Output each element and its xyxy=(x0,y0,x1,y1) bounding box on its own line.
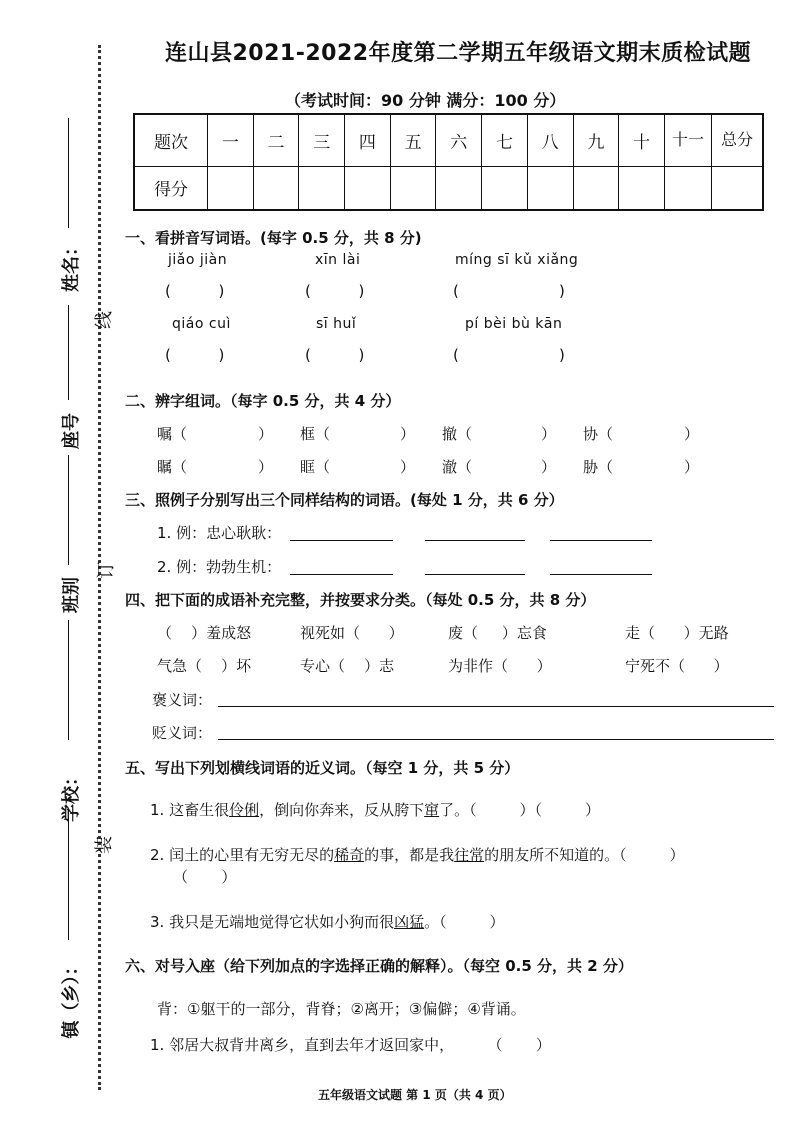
score-table xyxy=(133,113,764,211)
q6-definition: 背：①躯干的一部分，背脊；②离开；③偏僻；④背诵。 xyxy=(157,1000,526,1018)
page-footer: 五年级语文试题 第 1 页（共 4 页） xyxy=(318,1088,512,1102)
q2-close-paren: ） xyxy=(684,458,700,476)
score-header-cell: 题次 xyxy=(134,114,208,166)
name-write-line[interactable] xyxy=(68,118,69,228)
q5-s1-pre: 1. 这畜生很 xyxy=(150,801,230,819)
q2-close-paren: ） xyxy=(541,458,557,476)
q1-pinyin: jiǎo jiàn xyxy=(168,252,228,268)
q1-answer-blank[interactable]: ( ) xyxy=(453,346,565,364)
q4-positive-label: 褒义词： xyxy=(152,691,213,709)
q2-close-paren: ） xyxy=(400,425,416,443)
q6-sentence-1[interactable]: 1. 邻居大叔背井离乡，直到去年才返回家中， （ ） xyxy=(150,1036,551,1054)
q3-item-1: 1. 例：忠心耿耿： xyxy=(157,524,282,542)
score-header-row xyxy=(134,114,763,166)
q1-answer-blank[interactable]: ( ) xyxy=(305,346,365,364)
q1-pinyin: xīn lài xyxy=(315,252,361,268)
q5-s1-word2: 窜 xyxy=(424,801,440,819)
q3-answer-line[interactable] xyxy=(290,574,393,575)
name-label: 姓名： xyxy=(61,238,82,292)
binding-char-ding: 订 xyxy=(96,561,117,579)
q5-sentence-1 xyxy=(150,799,600,820)
score-header-cell: 二 xyxy=(253,114,299,166)
score-row-label: 得分 xyxy=(134,166,208,210)
score-cell[interactable] xyxy=(527,166,573,210)
q5-s3-post[interactable]: 。（ ） xyxy=(424,913,505,931)
q1-answer-blank[interactable]: ( ) xyxy=(305,282,365,300)
score-header-cell: 十一 xyxy=(665,114,712,166)
q3-answer-line[interactable] xyxy=(425,574,525,575)
binding-char-line: 线 xyxy=(94,311,115,329)
score-cell[interactable] xyxy=(482,166,528,210)
q2-item[interactable]: 胁（ xyxy=(583,458,614,476)
q5-s1-post[interactable]: 了。（ ）（ ） xyxy=(439,801,600,819)
score-header-cell: 十 xyxy=(619,114,665,166)
class-label: 班别 xyxy=(61,577,82,613)
score-cell[interactable] xyxy=(208,166,254,210)
seat-label: 座号 xyxy=(61,413,82,449)
score-header-cell: 七 xyxy=(482,114,528,166)
q5-s3-word1: 凶猛 xyxy=(394,913,425,931)
q3-answer-line[interactable] xyxy=(550,540,652,541)
score-cell[interactable] xyxy=(253,166,299,210)
q1-answer-blank[interactable]: ( ) xyxy=(165,282,225,300)
q4-idiom[interactable]: 专心（ ）志 xyxy=(300,657,395,675)
q1-pinyin: sī huǐ xyxy=(316,316,357,332)
q3-answer-line[interactable] xyxy=(290,540,393,541)
q2-item[interactable]: 撤（ xyxy=(442,425,473,443)
score-header-cell: 一 xyxy=(208,114,254,166)
q4-idiom[interactable]: 废（ ）忘食 xyxy=(448,624,547,642)
score-header-cell: 八 xyxy=(527,114,573,166)
score-cell[interactable] xyxy=(390,166,436,210)
score-cell[interactable] xyxy=(619,166,665,210)
q5-s2-word1: 稀奇 xyxy=(334,846,365,864)
q5-heading: 五、写出下列划横线词语的近义词。（每空 1 分，共 5 分） xyxy=(125,759,520,777)
q2-item[interactable]: 瞩（ xyxy=(157,458,188,476)
binding-char-zhuang: 装 xyxy=(94,836,115,854)
q5-s1-mid: ，倒向你奔来，反从胯下 xyxy=(259,801,425,819)
q5-s2-mid: 的事，都是我 xyxy=(364,846,455,864)
score-header-cell: 九 xyxy=(573,114,619,166)
q5-s2-word2: 往常 xyxy=(454,846,485,864)
q2-item[interactable]: 澈（ xyxy=(442,458,473,476)
q4-idiom[interactable]: 宁死不（ ） xyxy=(625,657,729,675)
q1-pinyin: pí bèi bù kān xyxy=(465,316,563,332)
q5-s2-pre: 2. 闰土的心里有无穷无尽的 xyxy=(150,846,335,864)
q2-close-paren: ） xyxy=(258,425,274,443)
score-cell[interactable] xyxy=(436,166,482,210)
q5-sentence-3 xyxy=(150,911,505,932)
score-cell[interactable] xyxy=(712,166,764,210)
q2-item[interactable]: 协（ xyxy=(583,425,614,443)
q4-idiom[interactable]: 走（ ）无路 xyxy=(625,624,729,642)
q3-heading: 三、照例子分别写出三个同样结构的词语。(每处 1 分，共 6 分） xyxy=(125,491,564,509)
q5-s3-pre: 3. 我只是无端地觉得它状如小狗而很 xyxy=(150,913,395,931)
q3-item-2: 2. 例：勃勃生机： xyxy=(157,558,282,576)
q5-s2-post[interactable]: 的朋友所不知道的。（ ） xyxy=(484,846,685,864)
q2-close-paren: ） xyxy=(541,425,557,443)
score-cell[interactable] xyxy=(665,166,712,210)
score-cell[interactable] xyxy=(299,166,345,210)
q5-sentence-2 xyxy=(150,844,685,865)
q4-positive-line[interactable] xyxy=(218,706,774,707)
q2-close-paren: ） xyxy=(400,458,416,476)
q2-close-paren: ） xyxy=(258,458,274,476)
q3-answer-line[interactable] xyxy=(425,540,525,541)
q5-s1-word1: 伶俐 xyxy=(229,801,260,819)
q1-answer-blank[interactable]: ( ) xyxy=(453,282,565,300)
score-cell[interactable] xyxy=(573,166,619,210)
q1-pinyin: qiáo cuì xyxy=(172,316,231,332)
score-header-cell: 三 xyxy=(299,114,345,166)
q6-heading: 六、对号入座（给下列加点的字选择正确的解释）。（每空 0.5 分，共 2 分） xyxy=(125,957,633,975)
q4-negative-label: 贬义词： xyxy=(152,724,213,742)
q4-idiom[interactable]: 为非作（ ） xyxy=(448,657,552,675)
q1-answer-blank[interactable]: ( ) xyxy=(165,346,225,364)
q1-pinyin: míng sī kǔ xiǎng xyxy=(455,252,579,268)
q2-item[interactable]: 框（ xyxy=(300,425,331,443)
q1-heading: 一、看拼音写词语。(每字 0.5 分，共 8 分) xyxy=(125,229,422,247)
q2-heading: 二、辨字组词。（每字 0.5 分，共 4 分） xyxy=(125,392,401,410)
score-header-cell: 四 xyxy=(345,114,391,166)
q4-idiom[interactable]: 气急（ ）坏 xyxy=(157,657,252,675)
town-write-line[interactable] xyxy=(68,810,69,940)
q2-item[interactable]: 眶（ xyxy=(300,458,331,476)
town-label: 镇（乡）： xyxy=(61,957,82,1039)
school-label: 学校： xyxy=(61,768,82,822)
class-write-line[interactable] xyxy=(68,455,69,565)
exam-subtitle: （考试时间：90 分钟 满分：100 分） xyxy=(285,91,566,110)
q4-idiom[interactable]: （ ）羞成怒 xyxy=(157,624,252,642)
score-value-row xyxy=(134,166,763,210)
q2-item[interactable]: 嘱（ xyxy=(157,425,188,443)
score-header-cell: 六 xyxy=(436,114,482,166)
q2-close-paren: ） xyxy=(684,425,700,443)
score-header-cell: 总分 xyxy=(712,114,764,166)
q5-s2-blank[interactable]: （ ） xyxy=(173,868,237,886)
q3-answer-line[interactable] xyxy=(550,574,652,575)
q4-negative-line[interactable] xyxy=(218,739,774,740)
score-header-cell: 五 xyxy=(390,114,436,166)
seat-write-line[interactable] xyxy=(68,305,69,400)
q4-heading: 四、把下面的成语补充完整，并按要求分类。（每处 0.5 分，共 8 分） xyxy=(125,591,596,609)
exam-title: 连山县2021-2022年度第二学期五年级语文期末质检试题 xyxy=(165,41,752,66)
q4-idiom[interactable]: 视死如（ ） xyxy=(300,624,404,642)
score-cell[interactable] xyxy=(345,166,391,210)
school-write-line[interactable] xyxy=(68,620,69,740)
